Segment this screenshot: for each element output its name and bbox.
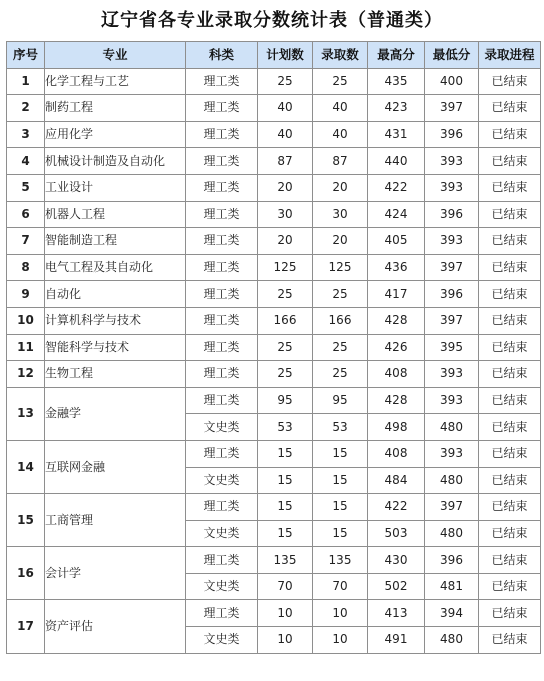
table-row [7, 440, 541, 467]
status: 已结束 [479, 494, 541, 521]
row-number: 5 [7, 174, 45, 201]
header-cell-admitted: 录取数 [313, 42, 368, 69]
subject-type: 理工类 [186, 307, 258, 334]
plan-count: 70 [258, 573, 313, 600]
major-name: 智能制造工程 [45, 228, 186, 255]
plan-count: 15 [258, 520, 313, 547]
max-score: 423 [368, 95, 425, 122]
plan-count: 30 [258, 201, 313, 228]
table-row [7, 600, 541, 627]
min-score: 393 [425, 148, 479, 175]
subject-type: 理工类 [186, 201, 258, 228]
subject-type: 理工类 [186, 68, 258, 95]
subject-type: 文史类 [186, 520, 258, 547]
admitted-count: 25 [313, 361, 368, 388]
major-name: 会计学 [45, 547, 186, 600]
subject-type: 理工类 [186, 440, 258, 467]
plan-count: 40 [258, 95, 313, 122]
row-number: 14 [7, 440, 45, 493]
max-score: 502 [368, 573, 425, 600]
major-name: 机械设计制造及自动化 [45, 148, 186, 175]
min-score: 396 [425, 121, 479, 148]
max-score: 428 [368, 307, 425, 334]
major-name: 化学工程与工艺 [45, 68, 186, 95]
max-score: 484 [368, 467, 425, 494]
status: 已结束 [479, 627, 541, 654]
min-score: 480 [425, 467, 479, 494]
row-number: 7 [7, 228, 45, 255]
min-score: 394 [425, 600, 479, 627]
max-score: 428 [368, 387, 425, 414]
header-cell-no: 序号 [7, 42, 45, 69]
admitted-count: 30 [313, 201, 368, 228]
admitted-count: 125 [313, 254, 368, 281]
plan-count: 87 [258, 148, 313, 175]
status: 已结束 [479, 228, 541, 255]
major-name: 金融学 [45, 387, 186, 440]
min-score: 393 [425, 174, 479, 201]
page-title: 辽宁省各专业录取分数统计表（普通类） [101, 10, 443, 31]
min-score: 396 [425, 281, 479, 308]
status: 已结束 [479, 414, 541, 441]
plan-count: 25 [258, 361, 313, 388]
row-number: 16 [7, 547, 45, 600]
status: 已结束 [479, 520, 541, 547]
max-score: 405 [368, 228, 425, 255]
subject-type: 文史类 [186, 414, 258, 441]
row-number: 8 [7, 254, 45, 281]
plan-count: 53 [258, 414, 313, 441]
admission-score-table [6, 41, 541, 654]
max-score: 435 [368, 68, 425, 95]
table-row [7, 148, 541, 175]
header-cell-type: 科类 [186, 42, 258, 69]
table-row [7, 494, 541, 521]
status: 已结束 [479, 148, 541, 175]
header-cell-min: 最低分 [425, 42, 479, 69]
plan-count: 10 [258, 600, 313, 627]
subject-type: 理工类 [186, 254, 258, 281]
header-cell-status: 录取进程 [479, 42, 541, 69]
subject-type: 文史类 [186, 627, 258, 654]
status: 已结束 [479, 95, 541, 122]
plan-count: 25 [258, 334, 313, 361]
min-score: 397 [425, 494, 479, 521]
major-name: 互联网金融 [45, 440, 186, 493]
status: 已结束 [479, 467, 541, 494]
plan-count: 20 [258, 228, 313, 255]
row-number: 6 [7, 201, 45, 228]
admitted-count: 20 [313, 228, 368, 255]
status: 已结束 [479, 281, 541, 308]
max-score: 424 [368, 201, 425, 228]
status: 已结束 [479, 573, 541, 600]
subject-type: 理工类 [186, 361, 258, 388]
max-score: 417 [368, 281, 425, 308]
row-number: 2 [7, 95, 45, 122]
status: 已结束 [479, 121, 541, 148]
subject-type: 理工类 [186, 547, 258, 574]
min-score: 393 [425, 228, 479, 255]
table-row [7, 121, 541, 148]
table-row [7, 95, 541, 122]
status: 已结束 [479, 201, 541, 228]
max-score: 426 [368, 334, 425, 361]
table-row [7, 228, 541, 255]
plan-count: 125 [258, 254, 313, 281]
major-name: 机器人工程 [45, 201, 186, 228]
major-name: 电气工程及其自动化 [45, 254, 186, 281]
row-number: 4 [7, 148, 45, 175]
min-score: 395 [425, 334, 479, 361]
max-score: 436 [368, 254, 425, 281]
status: 已结束 [479, 334, 541, 361]
major-name: 应用化学 [45, 121, 186, 148]
status: 已结束 [479, 361, 541, 388]
admitted-count: 15 [313, 520, 368, 547]
subject-type: 理工类 [186, 174, 258, 201]
admitted-count: 166 [313, 307, 368, 334]
admitted-count: 15 [313, 440, 368, 467]
max-score: 413 [368, 600, 425, 627]
status: 已结束 [479, 440, 541, 467]
table-body [7, 68, 541, 653]
plan-count: 15 [258, 467, 313, 494]
row-number: 15 [7, 494, 45, 547]
row-number: 3 [7, 121, 45, 148]
min-score: 400 [425, 68, 479, 95]
subject-type: 理工类 [186, 95, 258, 122]
admitted-count: 15 [313, 467, 368, 494]
table-row [7, 334, 541, 361]
subject-type: 理工类 [186, 228, 258, 255]
status: 已结束 [479, 387, 541, 414]
min-score: 393 [425, 440, 479, 467]
admitted-count: 25 [313, 334, 368, 361]
row-number: 1 [7, 68, 45, 95]
max-score: 408 [368, 361, 425, 388]
major-name: 计算机科学与技术 [45, 307, 186, 334]
min-score: 393 [425, 387, 479, 414]
admitted-count: 53 [313, 414, 368, 441]
min-score: 480 [425, 520, 479, 547]
plan-count: 25 [258, 281, 313, 308]
admitted-count: 40 [313, 95, 368, 122]
min-score: 397 [425, 307, 479, 334]
min-score: 396 [425, 201, 479, 228]
major-name: 工业设计 [45, 174, 186, 201]
admitted-count: 135 [313, 547, 368, 574]
max-score: 430 [368, 547, 425, 574]
table-header-row [7, 42, 541, 69]
row-number: 10 [7, 307, 45, 334]
max-score: 422 [368, 494, 425, 521]
admitted-count: 10 [313, 600, 368, 627]
table-row [7, 281, 541, 308]
header-cell-plan: 计划数 [258, 42, 313, 69]
admitted-count: 40 [313, 121, 368, 148]
max-score: 440 [368, 148, 425, 175]
min-score: 397 [425, 254, 479, 281]
major-name: 资产评估 [45, 600, 186, 653]
max-score: 498 [368, 414, 425, 441]
table-row [7, 547, 541, 574]
subject-type: 理工类 [186, 600, 258, 627]
plan-count: 15 [258, 494, 313, 521]
subject-type: 理工类 [186, 494, 258, 521]
max-score: 408 [368, 440, 425, 467]
admitted-count: 70 [313, 573, 368, 600]
plan-count: 10 [258, 627, 313, 654]
plan-count: 15 [258, 440, 313, 467]
major-name: 智能科学与技术 [45, 334, 186, 361]
table-row [7, 307, 541, 334]
plan-count: 95 [258, 387, 313, 414]
major-name: 制药工程 [45, 95, 186, 122]
status: 已结束 [479, 68, 541, 95]
admitted-count: 87 [313, 148, 368, 175]
row-number: 13 [7, 387, 45, 440]
min-score: 480 [425, 414, 479, 441]
admitted-count: 10 [313, 627, 368, 654]
plan-count: 25 [258, 68, 313, 95]
major-name: 工商管理 [45, 494, 186, 547]
admitted-count: 20 [313, 174, 368, 201]
row-number: 11 [7, 334, 45, 361]
table-row [7, 68, 541, 95]
table-row [7, 387, 541, 414]
max-score: 503 [368, 520, 425, 547]
subject-type: 理工类 [186, 121, 258, 148]
table-row [7, 361, 541, 388]
table-row [7, 254, 541, 281]
max-score: 491 [368, 627, 425, 654]
subject-type: 文史类 [186, 467, 258, 494]
subject-type: 理工类 [186, 387, 258, 414]
row-number: 17 [7, 600, 45, 653]
max-score: 422 [368, 174, 425, 201]
status: 已结束 [479, 307, 541, 334]
plan-count: 166 [258, 307, 313, 334]
plan-count: 20 [258, 174, 313, 201]
table-row [7, 201, 541, 228]
subject-type: 理工类 [186, 281, 258, 308]
min-score: 480 [425, 627, 479, 654]
row-number: 9 [7, 281, 45, 308]
header-cell-max: 最高分 [368, 42, 425, 69]
admitted-count: 25 [313, 281, 368, 308]
header-cell-major: 专业 [45, 42, 186, 69]
status: 已结束 [479, 600, 541, 627]
min-score: 397 [425, 95, 479, 122]
min-score: 481 [425, 573, 479, 600]
row-number: 12 [7, 361, 45, 388]
plan-count: 135 [258, 547, 313, 574]
status: 已结束 [479, 174, 541, 201]
subject-type: 理工类 [186, 148, 258, 175]
major-name: 自动化 [45, 281, 186, 308]
status: 已结束 [479, 547, 541, 574]
status: 已结束 [479, 254, 541, 281]
admitted-count: 25 [313, 68, 368, 95]
major-name: 生物工程 [45, 361, 186, 388]
admitted-count: 15 [313, 494, 368, 521]
admitted-count: 95 [313, 387, 368, 414]
subject-type: 文史类 [186, 573, 258, 600]
table-row [7, 174, 541, 201]
max-score: 431 [368, 121, 425, 148]
subject-type: 理工类 [186, 334, 258, 361]
min-score: 393 [425, 361, 479, 388]
min-score: 396 [425, 547, 479, 574]
plan-count: 40 [258, 121, 313, 148]
